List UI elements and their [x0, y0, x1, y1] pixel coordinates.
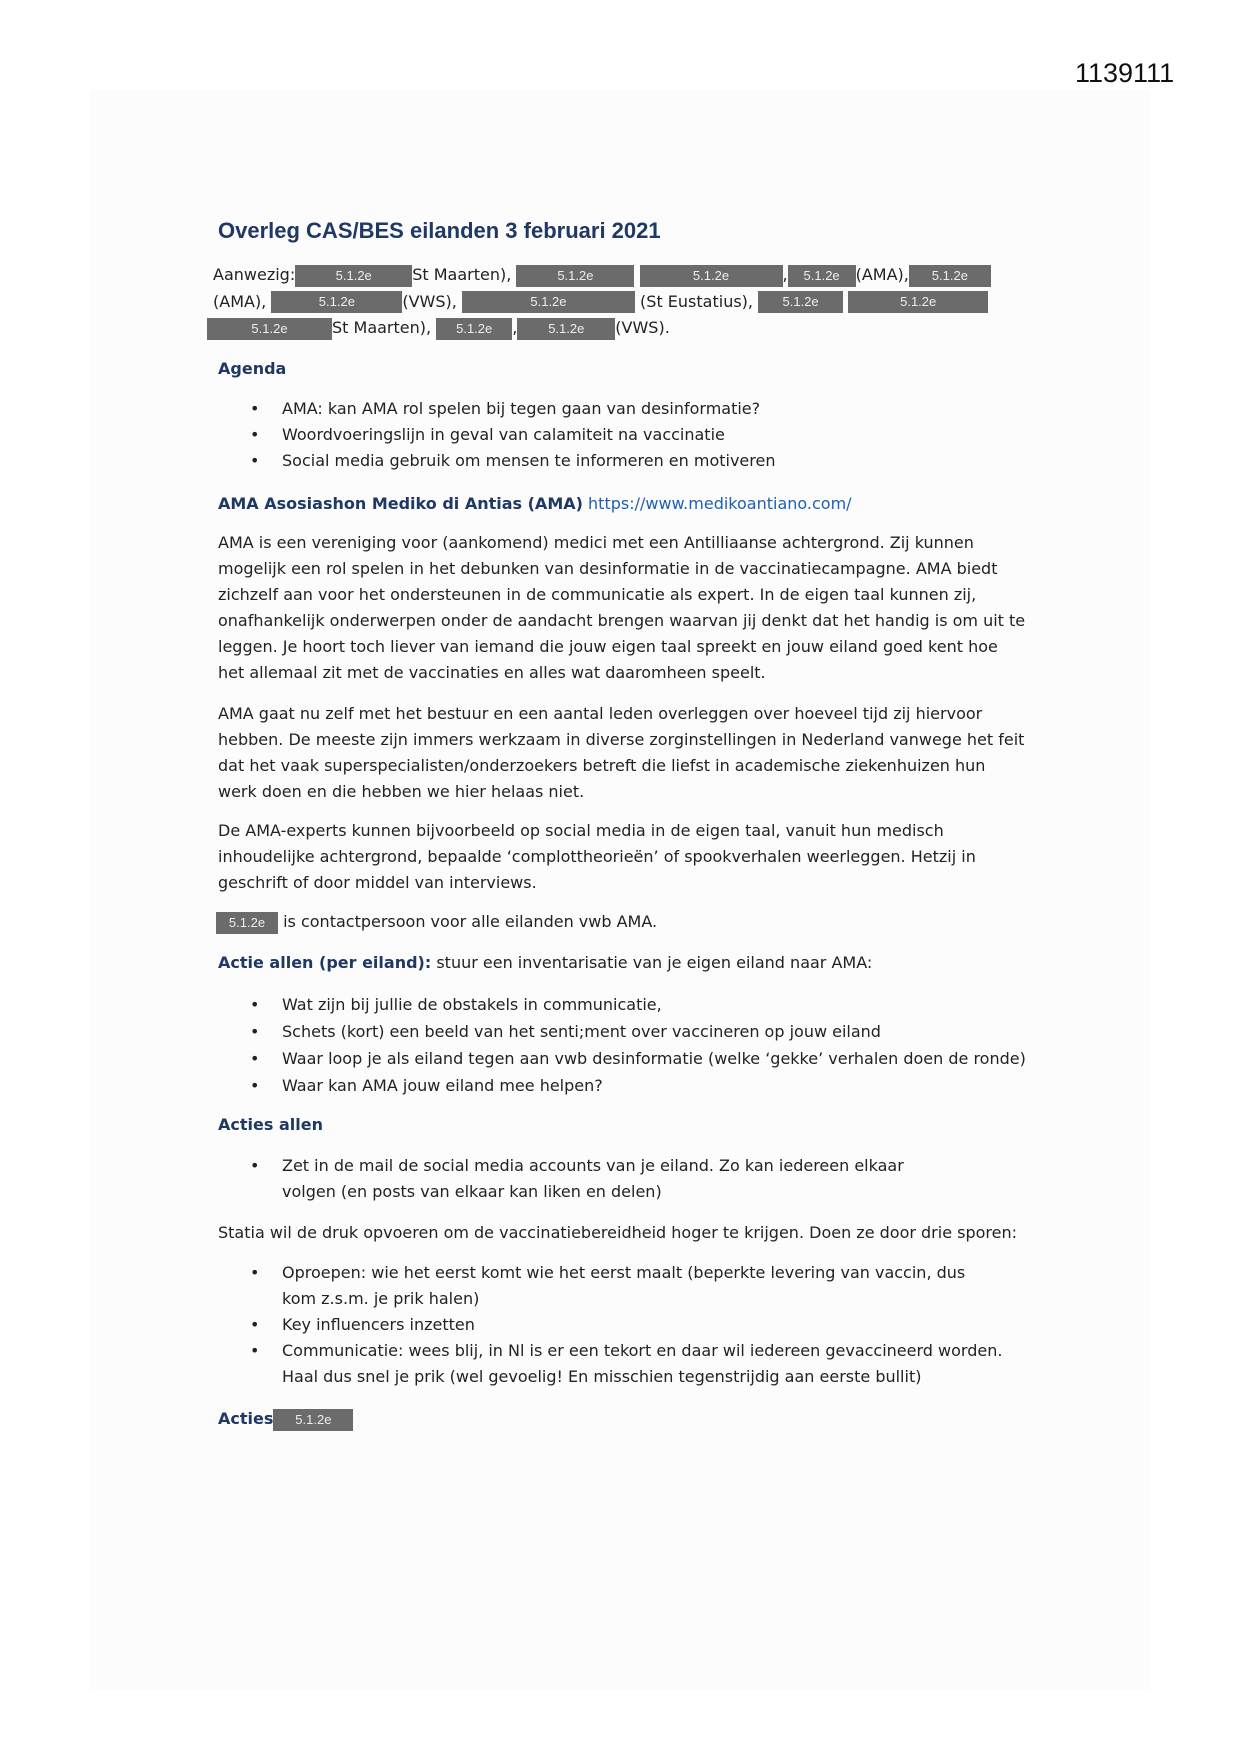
actie-list: [218, 991, 1028, 1099]
redaction: 5.1.2e: [909, 265, 991, 287]
redaction: 5.1.2e: [436, 318, 512, 340]
list-item: • Waar loop je als eiland tegen aan vwb desinformatie (welke ‘gekke’ verhalen doen de ronde): [218, 1045, 1028, 1072]
redaction: 5.1.2e: [788, 265, 856, 287]
paragraph: AMA is een vereniging voor (aankomend) medici met een Antilliaanse achtergrond. Zij kunnen mogelijk een rol spelen in het debunken van desinformatie in de vaccinatiecampagne. AMA biedt zichzelf aan voor het ondersteunen in de communicatie als expert. In de eigen taal kunnen zij, onafhankelijk onderwerpen onder de aandacht brengen waarvan jij denkt dat het handig is om uit te leggen. Je hoort toch liever van iemand die jouw eigen taal spreekt en jouw eiland goed kent hoe het allemaal zit met de vaccinaties en alles wat daaromheen speelt.: [218, 533, 1026, 682]
text: (AMA),: [855, 265, 909, 284]
paragraph: De AMA-experts kunnen bijvoorbeeld op social media in de eigen taal, vanuit hun medisch inhoudelijke achtergrond, bepaalde ‘complottheorieën’ of spookverhalen weerleggen. Hetzij in geschrift of door middel van interviews.: [218, 821, 976, 892]
acties-line: [218, 1406, 1028, 1432]
redaction: 5.1.2e: [516, 265, 634, 287]
text: ,: [512, 318, 518, 337]
statia-list: [218, 1260, 1028, 1390]
list-item: • Wat zijn bij jullie de obstakels in communicatie,: [218, 991, 1028, 1018]
ama-heading: AMA Asosiashon Mediko di Antias (AMA): [218, 494, 583, 513]
redaction: 5.1.2e: [517, 318, 615, 340]
page-title: Overleg CAS/BES eilanden 3 februari 2021: [218, 218, 661, 243]
actie-heading: Actie allen (per eiland):: [218, 953, 432, 972]
list-item: • AMA: kan AMA rol spelen bij tegen gaan van desinformatie?: [218, 396, 1028, 422]
acties-allen-list: [218, 1153, 1028, 1205]
contact-text: is contactpersoon voor alle eilanden vwb AMA.: [283, 912, 658, 931]
acties-heading: Acties: [218, 1409, 274, 1428]
attendees-label: Aanwezig:: [213, 265, 296, 284]
text: (AMA),: [213, 291, 267, 311]
list-item: • Zet in de mail de social media accounts van je eiland. Zo kan iedereen elkaar volgen (en posts van elkaar kan liken en delen): [218, 1153, 1028, 1205]
text: (VWS).: [615, 318, 670, 337]
actie-line: [218, 950, 1028, 976]
redaction: 5.1.2e: [462, 291, 635, 313]
list-item: • Social media gebruik om mensen te informeren en motiveren: [218, 448, 1028, 474]
acties-allen-heading: Acties allen: [218, 1115, 323, 1134]
redaction: 5.1.2e: [295, 265, 412, 287]
list-item: • Communicatie: wees blij, in Nl is er een tekort en daar wil iedereen gevaccineerd worden. Haal dus snel je prik (wel gevoelig! En misschien tegenstrijdig aan eerste bullit): [218, 1338, 1028, 1390]
redaction: 5.1.2e: [273, 1409, 353, 1431]
redaction: 5.1.2e: [758, 291, 843, 313]
text: (VWS),: [402, 291, 457, 311]
ama-heading-line: [218, 491, 1028, 517]
list-item: • Schets (kort) een beeld van het senti;ment over vaccineren op jouw eiland: [218, 1018, 1028, 1045]
text: ,: [782, 265, 788, 284]
text: (St Eustatius),: [640, 291, 753, 311]
attendees: [213, 262, 1023, 342]
text: St Maarten),: [412, 265, 512, 284]
text: St Maarten),: [332, 318, 432, 337]
agenda-list: [218, 396, 1028, 474]
contact-line: [216, 909, 1026, 935]
actie-text: stuur een inventarisatie van je eigen eiland naar AMA:: [431, 953, 873, 972]
agenda-heading: Agenda: [218, 359, 287, 378]
redaction: 5.1.2e: [848, 291, 988, 313]
list-item: • Oproepen: wie het eerst komt wie het eerst maalt (beperkte levering van vaccin, dus kom z.s.m. je prik halen): [218, 1260, 1028, 1312]
redaction: 5.1.2e: [640, 265, 783, 287]
list-item: • Waar kan AMA jouw eiland mee helpen?: [218, 1072, 1028, 1099]
list-item: • Key influencers inzetten: [218, 1312, 1028, 1338]
redaction: 5.1.2e: [271, 291, 402, 313]
ama-link[interactable]: https://www.medikoantiano.com/: [588, 494, 852, 513]
statia-text: Statia wil de druk opvoeren om de vaccinatiebereidheid hoger te krijgen. Doen ze door drie sporen:: [218, 1223, 1018, 1242]
list-item: • Woordvoeringslijn in geval van calamiteit na vaccinatie: [218, 422, 1028, 448]
redaction: 5.1.2e: [216, 912, 278, 934]
redaction: 5.1.2e: [207, 318, 332, 340]
document-number: 1139111: [1075, 58, 1175, 88]
paragraph: AMA gaat nu zelf met het bestuur en een aantal leden overleggen over hoeveel tijd zij hiervoor hebben. De meeste zijn immers werkzaam in diverse zorginstellingen in Nederland vanwege het feit dat het vaak superspecialisten/onderzoekers betreft die liefst in academische ziekenhuizen hun werk doen en die hebben we hier helaas niet.: [218, 704, 1025, 801]
